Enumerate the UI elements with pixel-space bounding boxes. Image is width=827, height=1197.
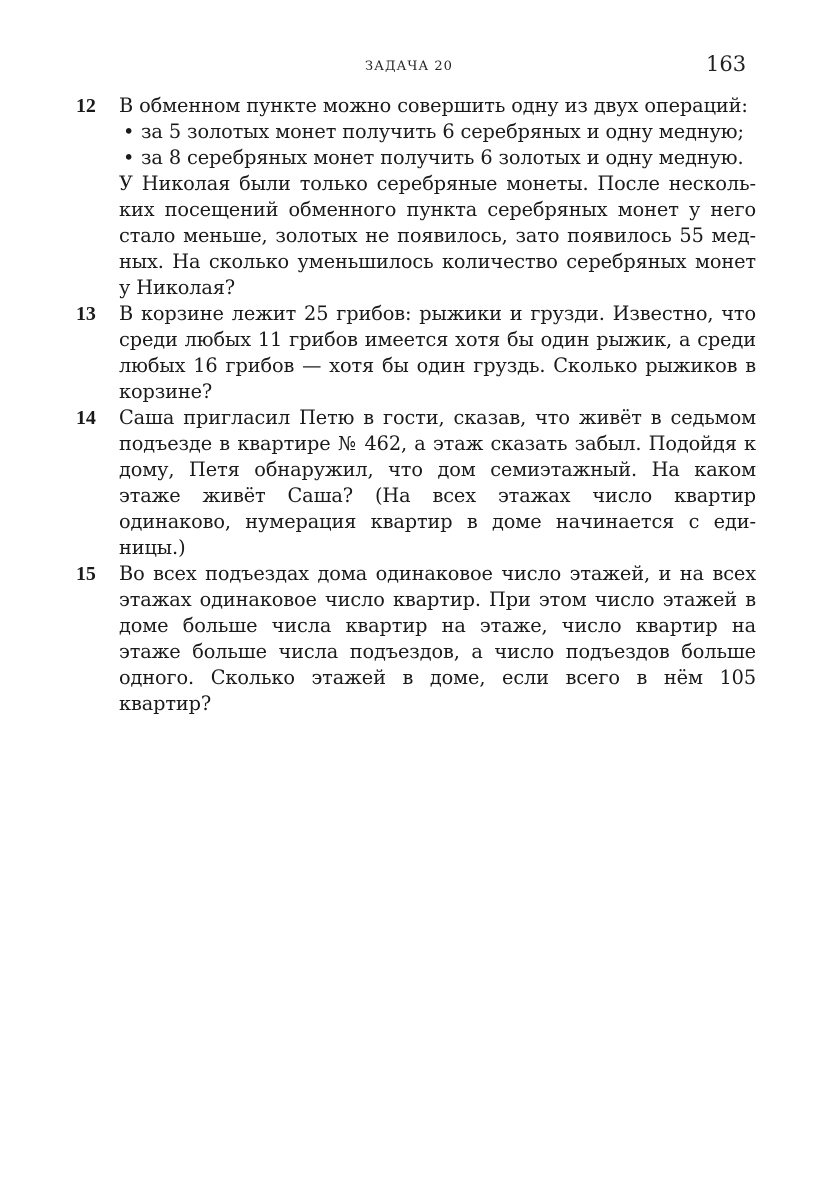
problem-list [76, 93, 756, 717]
problem-13 [76, 301, 756, 405]
bullet-item [119, 119, 756, 145]
problem-number: 13 [76, 303, 96, 325]
page-header [0, 52, 827, 82]
problem-text: В корзине лежит 25 грибов: рыжики и грузди. Известно, что среди любых 11 грибов имеется хотя бы один рыжик, а среди любых 16 грибов — хотя бы один груздь. Сколько рыжиков в корзине? [119, 302, 756, 403]
problem-number: 14 [76, 407, 96, 429]
bullet-text: за 5 золотых монет получить 6 серебряных и одну медную; [141, 120, 744, 143]
problem-number: 12 [76, 95, 96, 117]
running-head: ЗАДАЧА 20 [365, 59, 453, 74]
page-number: 163 [706, 52, 747, 76]
problem-14 [76, 405, 756, 561]
bullet-item [119, 145, 756, 171]
problem-text: Саша пригласил Петю в гости, сказав, что живёт в седьмом подъезде в квартире № 462, а этаж сказать забыл. Подойдя к дому, Петя обнаружил, что дом семиэтажный. На каком этаже живёт Саша? (На всех этажах число квартир одинаково, нумерация квартир в доме начинается с единицы.) [119, 406, 756, 559]
problem-15 [76, 561, 756, 717]
problem-number: 15 [76, 563, 96, 585]
bullet-text: за 8 серебряных монет получить 6 золотых и одну медную. [141, 146, 744, 169]
problem-12 [76, 93, 756, 301]
bullet-icon: • [123, 146, 135, 169]
problem-text: У Николая были только серебряные монеты. После нескольких посещений обменного пункта серебряных монет у него стало меньше, золотых не появилось, зато появилось 55 медных. На сколько уменьшилось количество серебряных монет у Николая? [119, 172, 756, 299]
problem-text: Во всех подъездах дома одинаковое число этажей, и на всех этажах одинаковое число квартир. При этом число этажей в доме больше числа квартир на этаже, число квартир на этаже больше числа подъездов, а число подъездов больше одного. Сколько этажей в доме, если всего в нём 105 квартир? [119, 562, 756, 715]
problem-intro: В обменном пункте можно совершить одну из двух операций: [119, 94, 748, 117]
bullet-icon: • [123, 120, 135, 143]
